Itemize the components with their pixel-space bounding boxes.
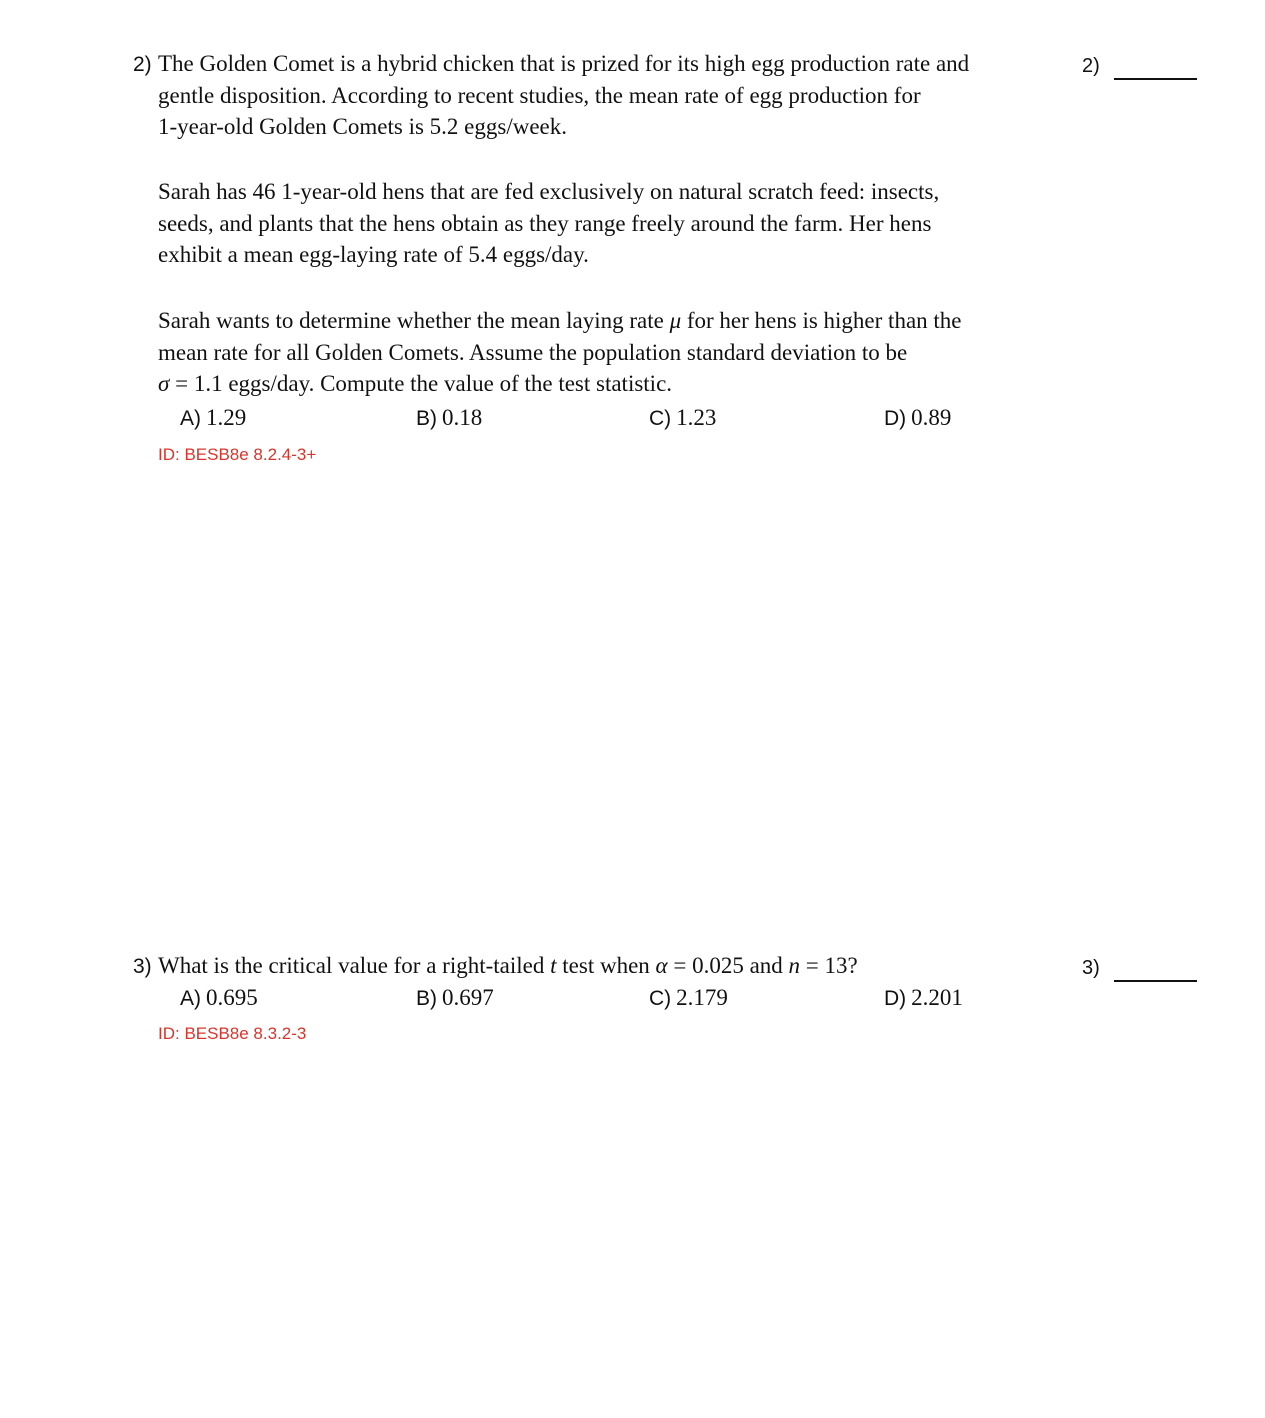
question-3-option-d[interactable]	[884, 985, 963, 1011]
question-2-paragraph-3	[158, 305, 1058, 400]
question-2-option-c[interactable]	[649, 405, 716, 431]
option-b-value: 0.18	[442, 405, 483, 430]
question-2-para2-line-2: seeds, and plants that the hens obtain as they range freely around the farm. Her hens	[158, 210, 932, 236]
question-2-answer-label: 2)	[1082, 55, 1100, 77]
question-3-option-a[interactable]	[180, 985, 258, 1011]
option-a-label: A)	[180, 407, 201, 430]
question-2-id: ID: BESB8e 8.2.4-3+	[158, 445, 317, 464]
option-a-value: 0.695	[206, 985, 258, 1010]
question-2-stem-line-2: gentle disposition. According to recent studies, the mean rate of egg production for	[158, 82, 921, 108]
option-d-value: 0.89	[911, 405, 952, 430]
n-symbol: n	[788, 953, 801, 978]
question-3-option-c[interactable]	[649, 985, 728, 1011]
question-2-answer-blank[interactable]	[1114, 78, 1197, 80]
option-d-value: 2.201	[911, 985, 963, 1010]
option-c-label: C)	[649, 407, 672, 430]
q3-stem-b: test when	[562, 953, 650, 978]
option-a-value: 1.29	[206, 405, 247, 430]
alpha-symbol: α	[655, 953, 668, 978]
question-2-para3-line-1	[158, 305, 1058, 337]
option-c-value: 1.23	[676, 405, 717, 430]
q3-stem-c: = 0.025 and	[673, 953, 783, 978]
question-2-stem-line-3: 1-year-old Golden Comets is 5.2 eggs/week.	[158, 114, 567, 139]
q3-stem-d: = 13?	[805, 953, 858, 978]
question-3-stem-line	[158, 950, 1058, 982]
para3-line1-b: for her hens is higher than the	[686, 308, 962, 333]
question-2-paragraph-2	[158, 176, 1058, 271]
question-3-number: 3)	[133, 955, 152, 978]
option-b-value: 0.697	[442, 985, 494, 1010]
option-c-label: C)	[649, 987, 672, 1010]
question-2-stem-line-1: The Golden Comet is a hybrid chicken that is prized for its high egg production rate and	[158, 51, 970, 76]
question-2-para3-line-3	[158, 368, 1058, 400]
question-3-stem	[158, 950, 1058, 982]
question-2-option-d[interactable]	[884, 405, 951, 431]
question-3-id: ID: BESB8e 8.3.2-3	[158, 1024, 307, 1043]
question-2-option-a[interactable]	[180, 405, 246, 431]
question-2-number: 2)	[133, 53, 152, 76]
question-2-para2-line-3: exhibit a mean egg-laying rate of 5.4 eggs/day.	[158, 242, 589, 267]
question-2-option-b[interactable]	[416, 405, 482, 431]
option-b-label: B)	[416, 987, 437, 1010]
sigma-symbol: σ	[158, 371, 170, 396]
question-2-para3-line-2: mean rate for all Golden Comets. Assume the population standard deviation to be	[158, 339, 908, 365]
para3-line1-a: Sarah wants to determine whether the mean laying rate	[158, 308, 664, 333]
question-2-stem	[158, 48, 1058, 143]
question-3-answer-label: 3)	[1082, 957, 1100, 979]
option-c-value: 2.179	[676, 985, 728, 1010]
option-b-label: B)	[416, 407, 437, 430]
mu-symbol: μ	[669, 308, 682, 333]
para3-line3-text: = 1.1 eggs/day. Compute the value of the test statistic.	[175, 371, 673, 396]
option-d-label: D)	[884, 407, 907, 430]
option-a-label: A)	[180, 987, 201, 1010]
t-symbol: t	[550, 953, 557, 978]
question-2-para2-line-1: Sarah has 46 1-year-old hens that are fed exclusively on natural scratch feed: insects,	[158, 179, 940, 204]
q3-stem-a: What is the critical value for a right-tailed	[158, 953, 545, 978]
question-3-answer-blank[interactable]	[1114, 980, 1197, 982]
question-3-option-b[interactable]	[416, 985, 494, 1011]
option-d-label: D)	[884, 987, 907, 1010]
